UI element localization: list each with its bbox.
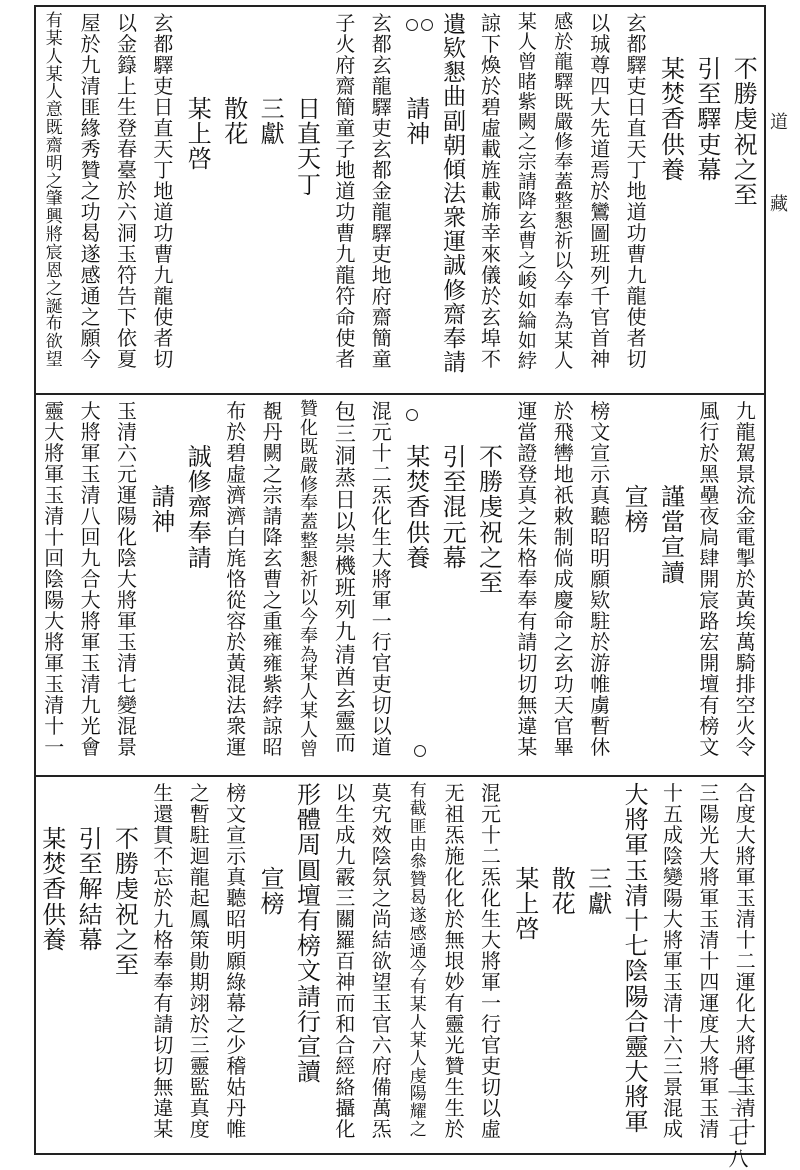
- text-column: 混 元 十 二 炁 化 生 大 將 軍 一 行 官 吏 切 以 道: [371, 399, 392, 759]
- text-column: 靈 大 將 軍 玉 清 十 回 陰 陽 大 將 軍 玉 清 十 一: [44, 399, 65, 759]
- text-column: 大 將 軍 玉 清 十 七 陰 陽 合 靈 大 將 軍: [624, 781, 649, 1137]
- text-column: 引 至 驛 吏 幕: [697, 55, 722, 184]
- text-column: 贊 化 既 嚴 修 奉 蓋 整 懇 祈 以 今 奉 為 某 人 某 人 曾: [300, 399, 318, 761]
- text-column: 玄 都 驛 吏 日 直 天 丁 地 道 功 曹 九 龍 使 者 切: [153, 11, 174, 371]
- collection-title-char-1: 道: [770, 112, 788, 133]
- text-column: 宣 榜: [624, 483, 649, 537]
- text-column: 包 三 洞 蒸 日 以 崇 機 班 列 九 清 酋 玄 靈 而: [334, 400, 356, 755]
- text-column: 玄 都 玄 龍 驛 吏 玄 都 金 龍 驛 吏 地 府 齋 簡 童: [371, 11, 392, 371]
- text-column: 三 陽 光 大 將 軍 玉 清 十 四 運 度 大 將 軍 玉 清: [699, 781, 720, 1141]
- text-column: 子 火 府 齋 簡 童 子 地 道 功 曹 九 龍 符 命 使 者: [335, 11, 356, 371]
- text-column: 不 勝 虔 祝 之 至: [115, 825, 139, 979]
- marker-circle-icon: [414, 745, 426, 757]
- text-column: 日 直 天 丁: [297, 95, 321, 199]
- text-column: 某 人 曾 睹 紫 闕 之 宗 請 降 玄 曹 之 峻 如 綸 如 綍: [517, 11, 537, 372]
- text-column: 覩 丹 闕 之 宗 請 降 玄 曹 之 重 雍 雍 紫 綍 諒 昭: [262, 399, 283, 759]
- text-column: 某 上 啓: [187, 95, 212, 174]
- text-column: 引 至 解 結 幕: [78, 825, 103, 954]
- text-column: 有 截 匪 由 叅 贊 曷 遂 感 通 今 有 某 人 某 人 虔 陽 耀 之: [409, 781, 427, 1141]
- text-panel-bottom: [36, 777, 764, 1153]
- text-column: 玄 都 驛 吏 日 直 天 丁 地 道 功 曹 九 龍 使 者 切: [626, 11, 647, 371]
- text-column: 混 元 十 二 炁 化 生 大 將 軍 一 行 官 吏 切 以 虛: [481, 781, 501, 1141]
- page-number-text: 七｜二七八: [725, 1060, 749, 1170]
- text-column: 莫 宄 效 陰 氛 之 尚 結 欲 望 玉 官 六 府 備 萬 炁: [371, 781, 392, 1141]
- text-column: 於 飛 轡 地 祇 敕 制 倘 成 慶 命 之 玄 功 天 官 畢: [553, 399, 574, 759]
- text-column: 某 上 啓: [515, 865, 540, 944]
- marker-circle-icon: [421, 19, 433, 31]
- marker-circle-icon: [406, 19, 418, 31]
- page-number: [679, 1060, 794, 1170]
- text-column: 風 行 於 黑 壘 夜 扃 肆 開 宸 路 宏 開 壇 有 榜 文: [699, 399, 720, 759]
- text-column: 无 祖 炁 施 化 化 於 無 垠 妙 有 靈 光 贊 生 生 於: [444, 781, 465, 1141]
- text-column: 九 龍 駕 景 流 金 電 掣 於 黃 埃 萬 騎 排 空 火 令: [735, 399, 756, 759]
- text-column: 屋 於 九 清 匪 緣 秀 贊 之 功 曷 遂 感 通 之 願 今: [80, 11, 101, 371]
- text-column: 運 當 證 登 真 之 朱 格 奉 奉 有 請 切 切 無 違 某: [517, 399, 538, 759]
- text-column: 合 度 大 將 軍 玉 清 十 二 運 化 大 將 軍 玉 清 十: [735, 781, 756, 1141]
- text-column: 散 花: [224, 95, 249, 149]
- text-column: 遺 欵 懇 曲 副 朝 傾 法 衆 運 誠 修 齋 奉 請: [443, 12, 467, 376]
- text-column: 布 於 碧 虛 濟 濟 白 旄 恪 從 容 於 黃 混 法 衆 運: [226, 399, 247, 759]
- text-column: 宣 榜: [260, 865, 285, 919]
- text-panel-middle: [36, 395, 764, 777]
- text-column: 以 金 籙 上 生 登 春 臺 於 六 洞 玉 符 告 下 依 夏: [117, 11, 137, 371]
- text-column: 以 生 成 九 霰 三 關 羅 百 神 而 和 合 經 絡 攝 化: [335, 781, 356, 1141]
- text-column: 誠 修 齋 奉 請: [187, 443, 212, 572]
- text-column: 感 於 龍 驛 既 嚴 修 奉 蓋 整 懇 祈 以 今 奉 為 某 人: [554, 11, 574, 372]
- text-column: 某 焚 香 供 養: [661, 55, 685, 184]
- text-column: 三 獻: [260, 95, 285, 149]
- text-column: 之 暫 駐 迴 龍 起 鳳 策 勛 期 翊 於 三 靈 監 真 度: [189, 781, 210, 1141]
- text-column: 三 獻: [588, 865, 613, 919]
- text-panel-top: [36, 7, 764, 395]
- text-column: 有 某 人 某 人 意 既 齋 明 之 肇 興 將 宸 恩 之 誕 布 欲 望: [45, 11, 63, 371]
- text-column: 生 還 貫 不 忘 於 九 格 奉 奉 有 請 切 切 無 違 某: [153, 781, 174, 1141]
- text-column: 榜 文 宣 示 真 聽 昭 明 願 綠 幕 之 少 稽 姑 丹 帷: [226, 781, 247, 1141]
- text-column: 某 焚 香 供 養: [42, 825, 67, 954]
- text-column: 請 神: [151, 483, 176, 537]
- text-column: 謹 當 宣 讀: [661, 483, 685, 587]
- text-column: 諒 下 煥 於 碧 虛 載 旌 載 旆 幸 來 儀 於 玄 埠 不: [481, 11, 501, 371]
- text-column: 請 神: [406, 95, 431, 149]
- text-column: 引 至 混 元 幕: [442, 443, 467, 572]
- text-column: 以 珹 尊 四 大 先 道 焉 於 鸞 圖 班 列 千 官 首 神: [590, 11, 611, 371]
- text-column: 形 體 周 圓 壇 有 榜 文 請 行 宣 讀: [297, 781, 321, 1087]
- marker-circle-icon: [406, 409, 418, 421]
- text-column: 不 勝 虔 祝 之 至: [479, 443, 503, 597]
- text-column: 大 將 軍 玉 清 八 回 九 合 大 將 軍 玉 清 九 光 會: [80, 399, 101, 759]
- text-column: 榜 文 宣 示 真 聽 昭 明 願 欵 駐 於 游 帷 虜 暫 休: [590, 399, 611, 759]
- text-column: 散 花: [551, 865, 576, 919]
- text-column: 十 五 成 陰 變 陽 大 將 軍 玉 清 十 六 三 景 混 成: [663, 781, 683, 1141]
- text-column: 不 勝 虔 祝 之 至: [733, 55, 758, 209]
- text-column: 玉 清 六 元 運 陽 化 陰 大 將 軍 玉 清 七 變 混 景: [117, 399, 137, 759]
- page-frame: [34, 5, 766, 1155]
- collection-title-char-2: 藏: [770, 194, 788, 215]
- text-column: 某 焚 香 供 養: [406, 443, 431, 572]
